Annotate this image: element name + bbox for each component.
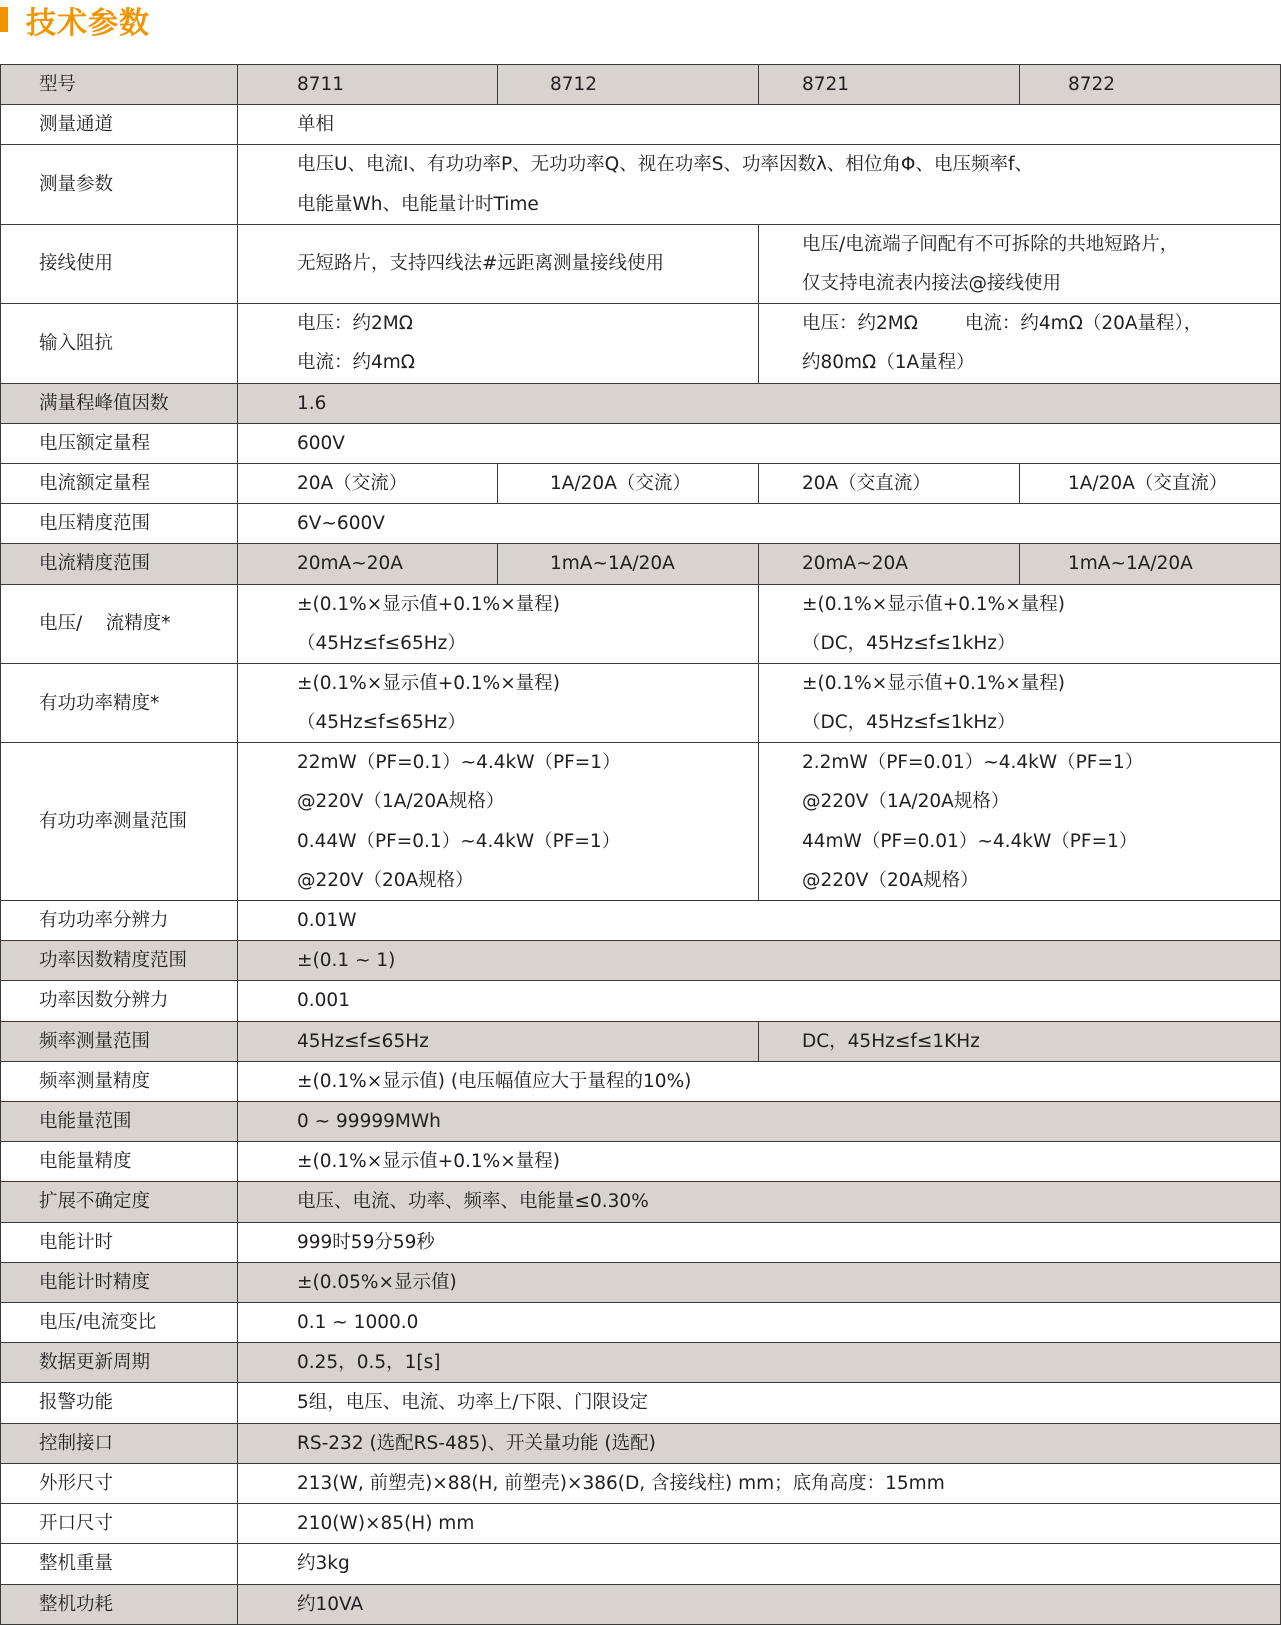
- table-row: [1, 1303, 1281, 1343]
- row-value-left: [238, 663, 759, 742]
- row-value-right: [759, 584, 1281, 663]
- row-label: 测量通道: [1, 105, 238, 145]
- table-row: [1, 224, 1281, 303]
- row-label: 开口尺寸: [1, 1504, 238, 1544]
- page-title: 技术参数: [26, 6, 150, 41]
- row-value-right: DC，45Hz≤f≤1KHz: [759, 1021, 1281, 1061]
- cell-8712: 1A/20A（交流）: [498, 463, 759, 503]
- table-row: [1, 1262, 1281, 1302]
- row-value: 5组，电压、电流、功率上/下限、门限设定: [238, 1383, 1281, 1423]
- row-label: 电压精度范围: [1, 504, 238, 544]
- row-label: 外形尺寸: [1, 1463, 238, 1503]
- row-value: 213(W, 前塑壳)×88(H, 前塑壳)×386(D, 含接线柱) mm；底角高度：15mm: [238, 1463, 1281, 1503]
- cell-8721: 20mA~20A: [759, 544, 1020, 584]
- row-value-right: [759, 743, 1281, 901]
- row-label: 控制接口: [1, 1423, 238, 1463]
- table-row: [1, 504, 1281, 544]
- table-row: [1, 105, 1281, 145]
- table-row: [1, 1102, 1281, 1142]
- row-label: 测量参数: [1, 145, 238, 224]
- row-value: 6V~600V: [238, 504, 1281, 544]
- table-row: [1, 1061, 1281, 1101]
- row-label: 电能计时精度: [1, 1262, 238, 1302]
- row-value: RS-232 (选配RS-485)、开关量功能 (选配): [238, 1423, 1281, 1463]
- table-row: [1, 463, 1281, 503]
- value-line: @220V（1A/20A规格）: [297, 791, 505, 813]
- row-label: 电压/ 流精度*: [1, 584, 238, 663]
- row-value: ±(0.1 ~ 1): [238, 941, 1281, 981]
- row-value: 1.6: [238, 383, 1281, 423]
- section-title: [0, 0, 150, 40]
- row-label: 接线使用: [1, 224, 238, 303]
- table-row: [1, 1584, 1281, 1624]
- row-label: 满量程峰值因数: [1, 383, 238, 423]
- row-label: 有功功率测量范围: [1, 743, 238, 901]
- model-8722: 8722: [1020, 65, 1281, 105]
- row-value-left: [238, 743, 759, 901]
- cell-8711: 20mA~20A: [238, 544, 498, 584]
- row-label: 电能计时: [1, 1222, 238, 1262]
- table-row: [1, 423, 1281, 463]
- table-row: [1, 145, 1281, 224]
- spec-table: [0, 64, 1281, 1625]
- value-line: 44mW（PF=0.01）~4.4kW（PF=1）: [802, 830, 1138, 852]
- table-row: [1, 544, 1281, 584]
- table-row: [1, 1463, 1281, 1503]
- value-line: @220V（1A/20A规格）: [802, 791, 1010, 813]
- row-label: 功率因数分辨力: [1, 981, 238, 1021]
- row-value: ±(0.05%×显示值): [238, 1262, 1281, 1302]
- value-line: （DC，45Hz≤f≤1kHz）: [802, 712, 1016, 734]
- value-line: 电压：约2MΩ: [297, 313, 413, 335]
- row-label: 电流额定量程: [1, 463, 238, 503]
- row-value: 0.001: [238, 981, 1281, 1021]
- value-line: （45Hz≤f≤65Hz）: [297, 712, 466, 734]
- value-line: @220V（20A规格）: [297, 869, 474, 891]
- row-label: 电能量范围: [1, 1102, 238, 1142]
- value-line: 电流：约4mΩ: [297, 352, 415, 374]
- value-line: 电能量Wh、电能量计时Time: [297, 193, 539, 215]
- row-label: 电压额定量程: [1, 423, 238, 463]
- value-line: 0.44W（PF=0.1）~4.4kW（PF=1）: [297, 830, 621, 852]
- value-line: 22mW（PF=0.1）~4.4kW（PF=1）: [297, 752, 621, 774]
- value-line: （45Hz≤f≤65Hz）: [297, 632, 466, 654]
- cell-8711: 20A（交流）: [238, 463, 498, 503]
- table-row: [1, 1504, 1281, 1544]
- cell-8722: 1A/20A（交直流）: [1020, 463, 1281, 503]
- value-line: 2.2mW（PF=0.01）~4.4kW（PF=1）: [802, 752, 1144, 774]
- row-value: 电压、电流、功率、频率、电能量≤0.30%: [238, 1182, 1281, 1222]
- row-label: 报警功能: [1, 1383, 238, 1423]
- row-value-right: [759, 224, 1281, 303]
- row-value: 0.01W: [238, 901, 1281, 941]
- row-value: [238, 145, 1281, 224]
- row-value-left: [238, 304, 759, 383]
- row-value: 600V: [238, 423, 1281, 463]
- cell-8712: 1mA~1A/20A: [498, 544, 759, 584]
- row-label: 数据更新周期: [1, 1343, 238, 1383]
- table-row: [1, 663, 1281, 742]
- row-label: 有功功率精度*: [1, 663, 238, 742]
- table-row: [1, 743, 1281, 901]
- row-value: 0.1 ~ 1000.0: [238, 1303, 1281, 1343]
- value-line: 仅支持电流表内接法@接线使用: [802, 272, 1062, 294]
- row-value: 约10VA: [238, 1584, 1281, 1624]
- model-8712: 8712: [498, 65, 759, 105]
- row-value: 单相: [238, 105, 1281, 145]
- row-value-left: 无短路片，支持四线法#远距离测量接线使用: [238, 224, 759, 303]
- value-line: 电压：约2MΩ 电流：约4mΩ（20A量程），: [802, 313, 1203, 335]
- row-value: ±(0.1%×显示值+0.1%×量程): [238, 1142, 1281, 1182]
- table-row: [1, 584, 1281, 663]
- value-line: ±(0.1%×显示值+0.1%×量程): [802, 593, 1065, 615]
- row-value-left: 45Hz≤f≤65Hz: [238, 1021, 759, 1061]
- table-row: [1, 1142, 1281, 1182]
- table-row: [1, 1383, 1281, 1423]
- row-label: 输入阻抗: [1, 304, 238, 383]
- row-label: 功率因数精度范围: [1, 941, 238, 981]
- table-row: [1, 1021, 1281, 1061]
- table-row: [1, 1544, 1281, 1584]
- value-line: 电压/电流端子间配有不可拆除的共地短路片，: [802, 233, 1179, 255]
- value-line: ±(0.1%×显示值+0.1%×量程): [802, 672, 1065, 694]
- value-line: ±(0.1%×显示值+0.1%×量程): [297, 593, 560, 615]
- model-8711: 8711: [238, 65, 498, 105]
- row-value-right: [759, 663, 1281, 742]
- table-row: [1, 901, 1281, 941]
- table-header-row: [1, 65, 1281, 105]
- value-line: @220V（20A规格）: [802, 869, 979, 891]
- cell-8722: 1mA~1A/20A: [1020, 544, 1281, 584]
- row-value: ±(0.1%×显示值) (电压幅值应大于量程的10%): [238, 1061, 1281, 1101]
- row-value: 0 ~ 99999MWh: [238, 1102, 1281, 1142]
- row-label: 扩展不确定度: [1, 1182, 238, 1222]
- model-label: 型号: [1, 65, 238, 105]
- table-row: [1, 941, 1281, 981]
- row-value: 约3kg: [238, 1544, 1281, 1584]
- row-value-right: [759, 304, 1281, 383]
- row-label: 整机重量: [1, 1544, 238, 1584]
- row-label: 频率测量精度: [1, 1061, 238, 1101]
- row-value-left: [238, 584, 759, 663]
- table-row: [1, 981, 1281, 1021]
- table-row: [1, 1343, 1281, 1383]
- table-row: [1, 304, 1281, 383]
- row-value: 210(W)×85(H) mm: [238, 1504, 1281, 1544]
- table-row: [1, 1222, 1281, 1262]
- row-value: 0.25，0.5，1[s]: [238, 1343, 1281, 1383]
- value-line: ±(0.1%×显示值+0.1%×量程): [297, 672, 560, 694]
- table-row: [1, 1182, 1281, 1222]
- value-line: 约80mΩ（1A量程）: [802, 352, 975, 374]
- row-label: 有功功率分辨力: [1, 901, 238, 941]
- row-label: 整机功耗: [1, 1584, 238, 1624]
- row-value: 999时59分59秒: [238, 1222, 1281, 1262]
- value-line: （DC，45Hz≤f≤1kHz）: [802, 632, 1016, 654]
- model-8721: 8721: [759, 65, 1020, 105]
- table-row: [1, 1423, 1281, 1463]
- row-label: 电能量精度: [1, 1142, 238, 1182]
- row-label: 电流精度范围: [1, 544, 238, 584]
- cell-8721: 20A（交直流）: [759, 463, 1020, 503]
- row-label: 频率测量范围: [1, 1021, 238, 1061]
- value-line: 电压U、电流I、有功功率P、无功功率Q、视在功率S、功率因数λ、相位角Φ、电压频率f、: [297, 154, 1033, 176]
- table-row: [1, 383, 1281, 423]
- row-label: 电压/电流变比: [1, 1303, 238, 1343]
- title-accent-bar: [0, 7, 8, 32]
